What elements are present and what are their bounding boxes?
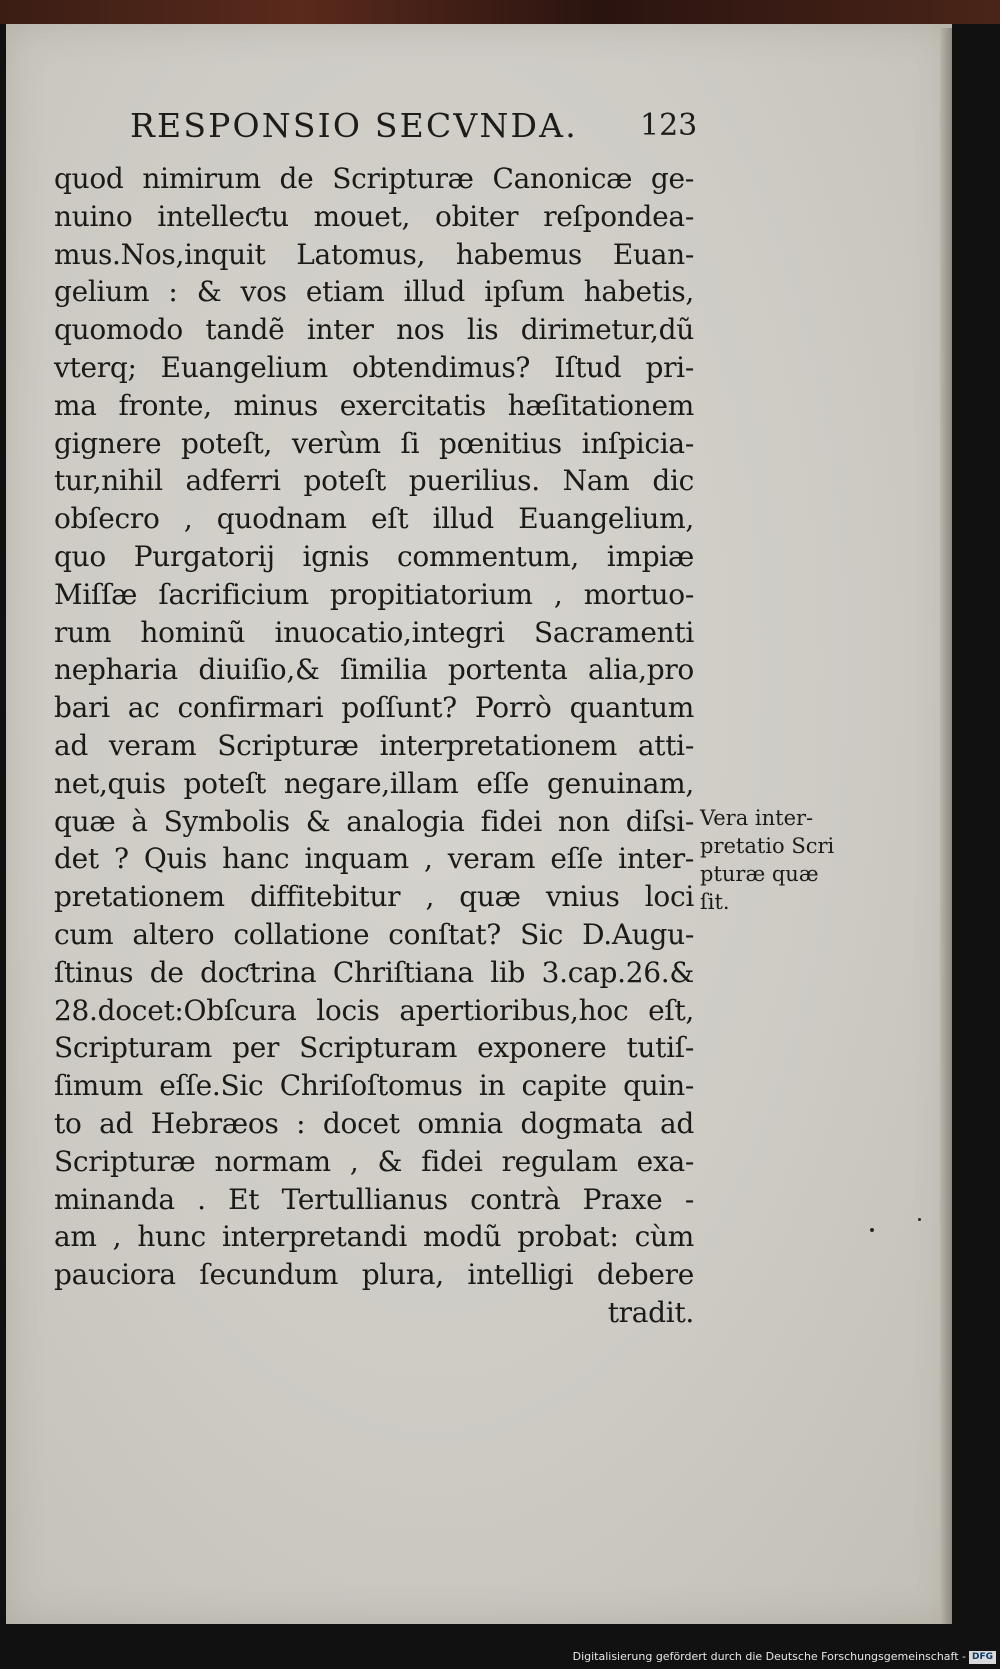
marginal-note-line: Vera inter-: [700, 806, 814, 830]
text-line: am , hunc interpretandi modũ probat: cùm: [54, 1220, 694, 1254]
text-line: obſecro , quodnam eſt illud Euangelium,: [54, 502, 694, 536]
marginal-note-line: ſit.: [700, 890, 730, 914]
text-line: quo Purgatorij ignis commentum, impiæ: [54, 539, 694, 573]
text-line: gelium : & vos etiam illud ipſum habetis,: [54, 275, 694, 309]
text-line: 28.docet:Obſcura locis apertioribus,hoc eſt,: [54, 993, 694, 1027]
text-line: Scripturam per Scripturam exponere tutiſ-: [54, 1031, 694, 1065]
text-line: nuino intelleƈtu mouet, obiter reſpondea-: [54, 199, 694, 233]
text-line: tradit.: [607, 1295, 694, 1329]
text-line: vterq; Euangelium obtendimus? Iſtud pri-: [54, 350, 694, 384]
text-line: cum altero collatione conſtat? Sic D.Augu-: [54, 917, 694, 951]
text-line: ſimum eſſe.Sic Chriſoſtomus in capite quin-: [54, 1069, 694, 1103]
text-line: gignere poteſt, verùm ſi pœnitius inſpicia-: [54, 426, 694, 460]
page-number: 123: [640, 108, 698, 143]
text-line: Miſſæ ſacrificium propitiatorium , mortuo-: [54, 577, 694, 611]
text-line: quomodo tandẽ inter nos lis dirimetur,dũ: [54, 313, 694, 347]
text-line: bari ac confirmari poſſunt? Porrò quantum: [54, 691, 694, 725]
paper-speck: [870, 1228, 874, 1232]
text-line: to ad Hebræos : docet omnia dogmata ad: [54, 1106, 694, 1140]
marginal-note: [700, 804, 880, 916]
paper-speck: [918, 1218, 921, 1221]
text-line: minanda . Et Tertullianus contrà Praxe -: [54, 1182, 694, 1216]
dfg-logo-badge: DFG: [969, 1651, 996, 1664]
text-line: mus.Nos,inquit Latomus, habemus Euan-: [54, 237, 694, 271]
text-line: ma fronte, minus exercitatis hæſitationem: [54, 388, 694, 422]
marginal-note-line: pretatio Scri: [700, 834, 835, 858]
text-line: pauciora ſecundum plura, intelligi debere: [54, 1258, 694, 1292]
text-line: quod nimirum de Scripturæ Canonicæ ge-: [54, 162, 694, 195]
body-text: [54, 160, 694, 1332]
text-line: det ? Quis hanc inquam , veram eſſe inter-: [54, 842, 694, 876]
marginal-note-line: pturæ quæ: [700, 862, 819, 886]
running-head: [130, 106, 698, 156]
text-line: tur,nihil adferri poteſt puerilius. Nam dic: [54, 464, 694, 498]
text-line: Scripturæ normam , & fidei regulam exa-: [54, 1144, 694, 1178]
text-line: pretationem diffitebitur , quæ vnius loci: [54, 880, 694, 914]
digitization-credit: [560, 1648, 996, 1666]
credit-text: Digitalisierung gefördert durch die Deutsche Forschungsgemeinschaft -: [572, 1650, 966, 1663]
text-line: ad veram Scripturæ interpretationem atti-: [54, 728, 694, 762]
text-line: quæ à Symbolis & analogia fidei non diſsi-: [54, 804, 694, 838]
book-edge-top: [0, 0, 1000, 24]
running-head-title: RESPONSIO SECVNDA.: [130, 106, 578, 145]
text-line: ſtinus de doƈtrina Chriſtiana lib 3.cap.26.&: [54, 955, 694, 989]
text-line: net,quis poteſt negare,illam eſſe genuinam,: [54, 766, 694, 800]
page-fore-edge: [940, 28, 952, 1624]
text-line: rum hominũ inuocatio,integri Sacramenti: [54, 615, 694, 649]
text-line: nepharia diuiſio,& ſimilia portenta alia,pro: [54, 653, 694, 687]
